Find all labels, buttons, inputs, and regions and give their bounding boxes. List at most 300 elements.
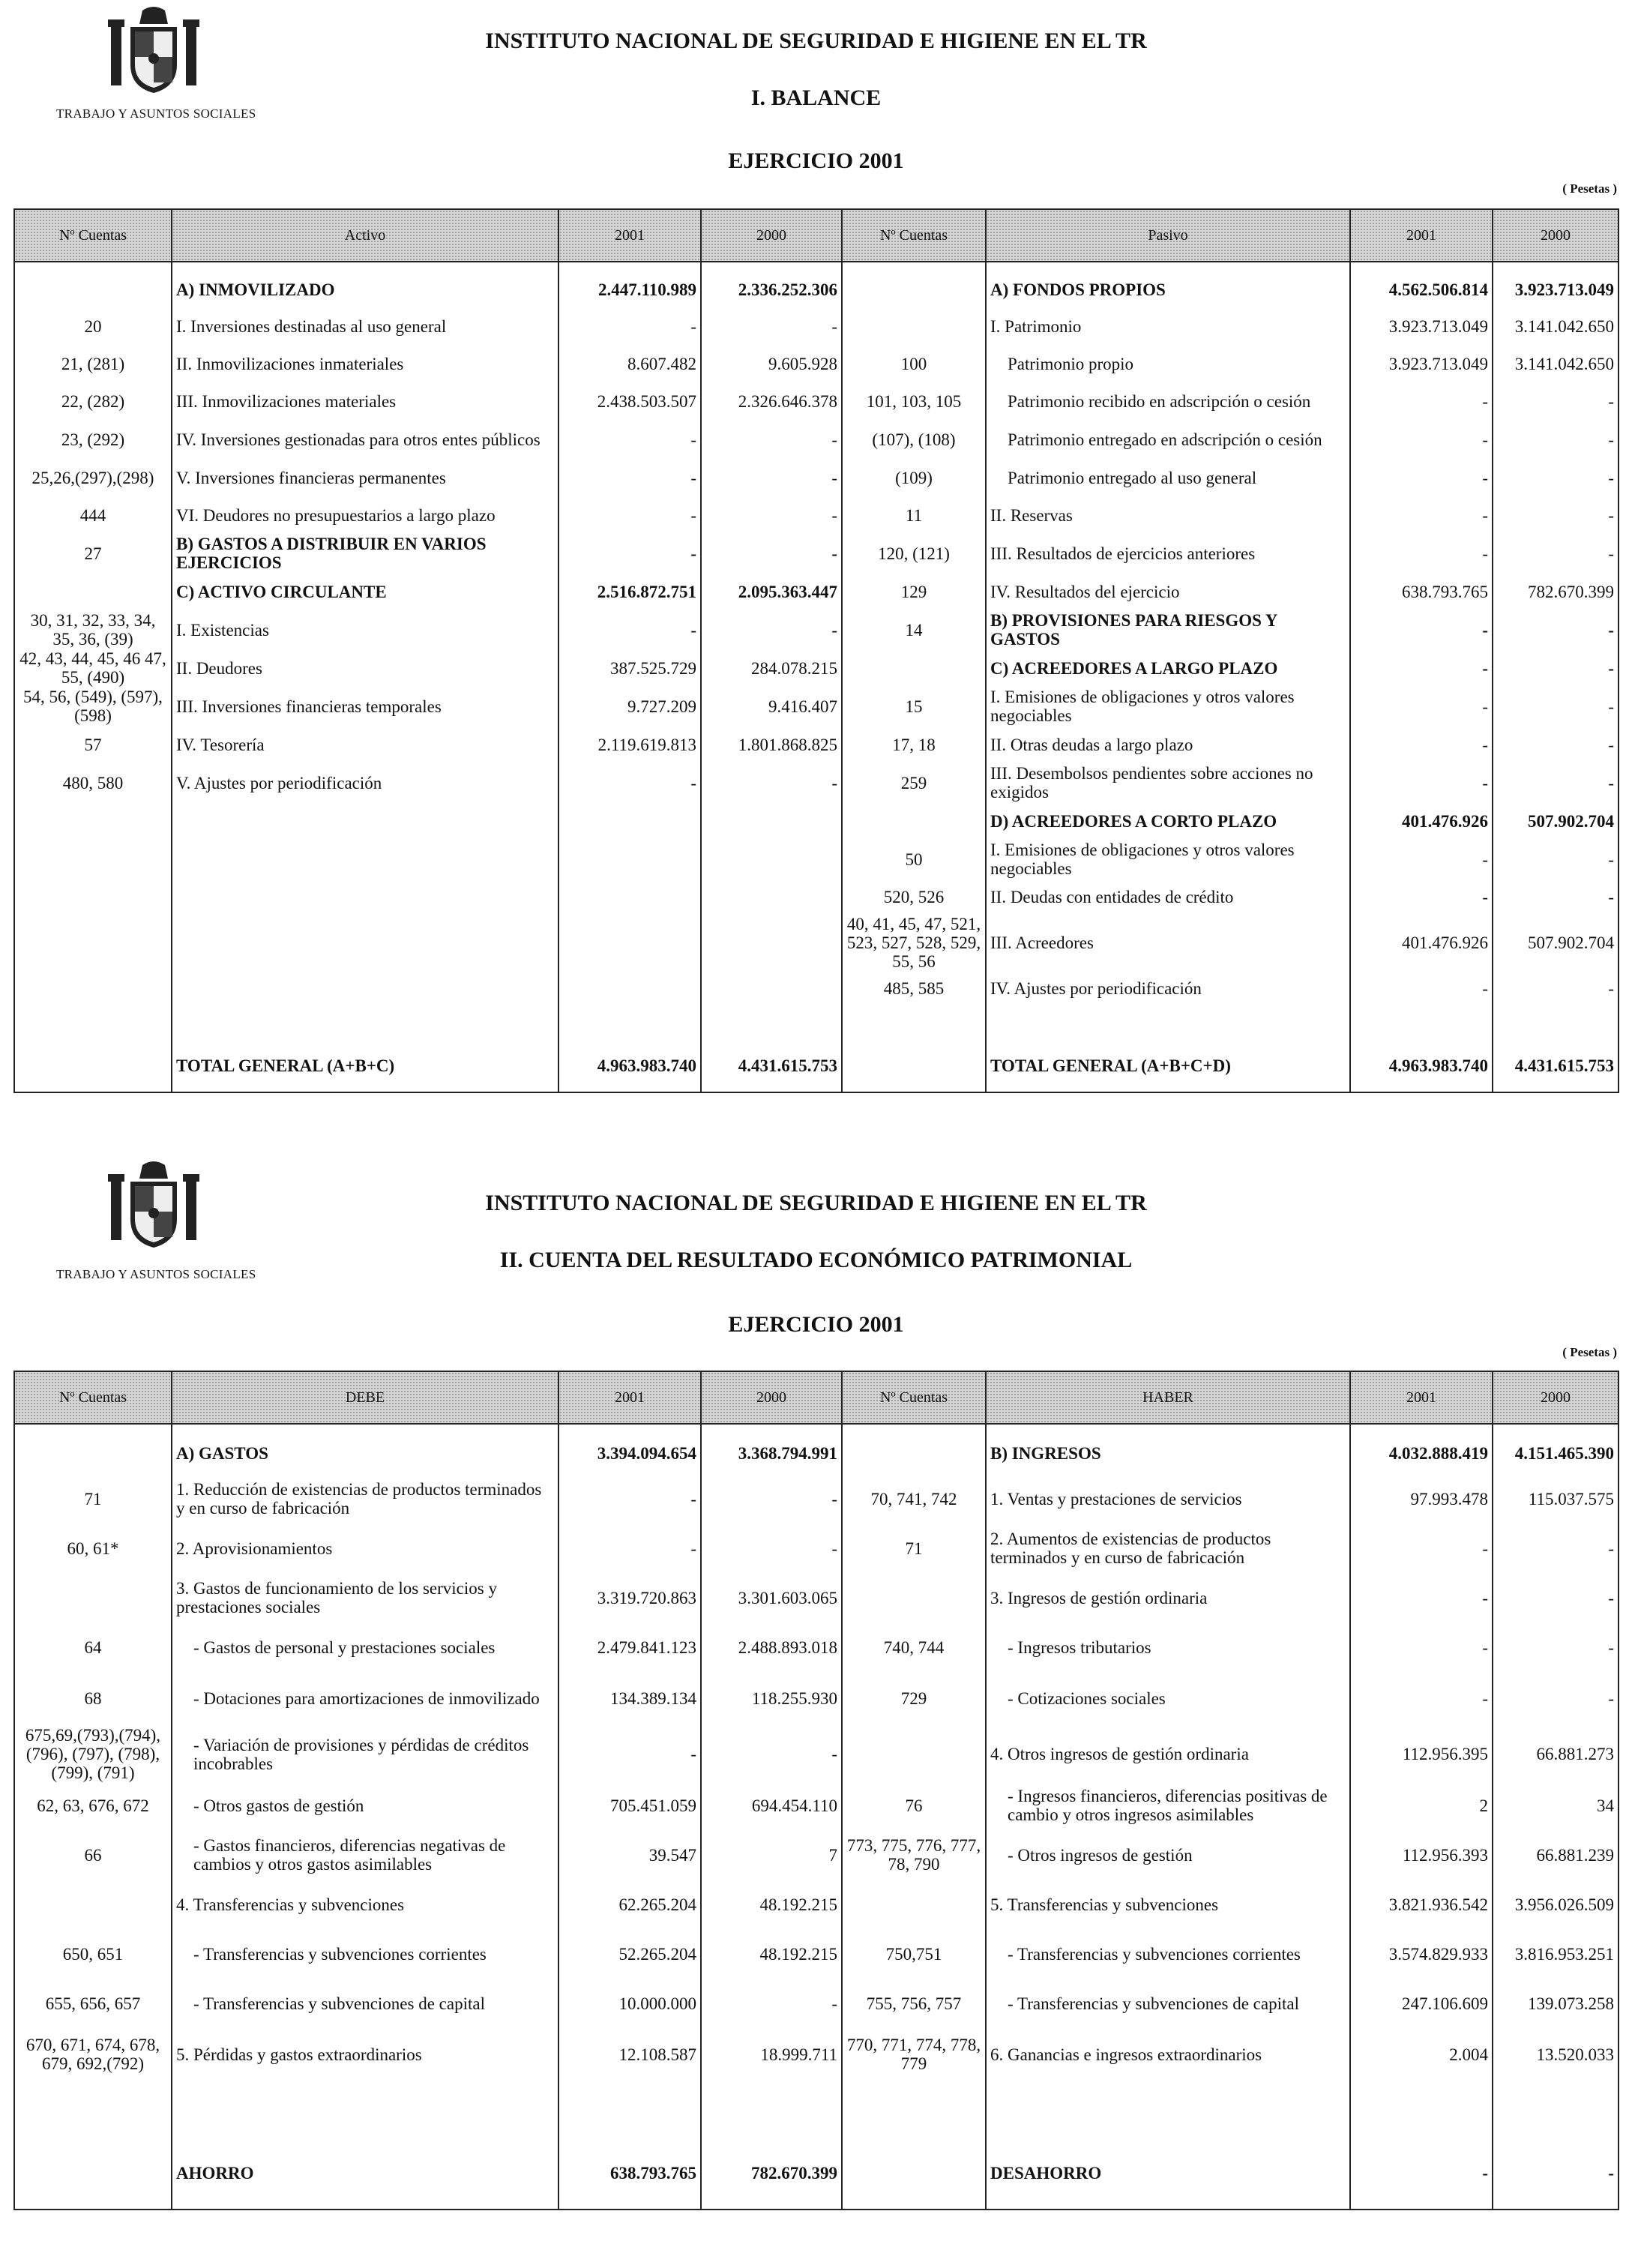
value-cell [701,879,842,915]
account-cell [14,1434,172,1473]
account-cell: 15 [842,687,986,726]
value-cell: 52.265.204 [558,1928,701,1980]
account-cell: 520, 526 [842,879,986,915]
concept-cell [172,2082,558,2138]
value-cell: 705.451.059 [558,1782,701,1829]
account-cell: 773, 775, 776, 777, 78, 790 [842,1829,986,1881]
currency-units: ( Pesetas ) [1562,181,1617,196]
concept-cell: III. Acreedores [986,915,1350,971]
concept-cell: III. Inversiones financieras temporales [172,687,558,726]
value-cell: - [558,420,701,459]
concept-cell: IV. Inversiones gestionadas para otros entes públicos [172,420,558,459]
column-header: 2001 [558,209,701,262]
table-row [14,534,1619,573]
concept-cell: - Transferencias y subvenciones corrientes [986,1928,1350,1980]
value-cell: - [1350,534,1493,573]
account-cell [14,573,172,610]
table-row [14,1980,1619,2027]
concept-cell: III. Desembolsos pendientes sobre acciones no exigidos [986,763,1350,802]
value-cell: 638.793.765 [558,2138,701,2210]
account-cell: 770, 771, 774, 778, 779 [842,2027,986,2082]
account-cell: (107), (108) [842,420,986,459]
value-cell [558,879,701,915]
value-cell: 3.923.713.049 [1350,345,1493,382]
table-row [14,307,1619,345]
concept-cell: Patrimonio propio [986,345,1350,382]
concept-cell: - Ingresos financieros, diferencias positivas de cambio y otros ingresos asimilables [986,1782,1350,1829]
value-cell: 3.821.936.542 [1350,1881,1493,1928]
value-cell: - [1493,840,1619,879]
value-cell: 12.108.587 [558,2027,701,2082]
exercise-label: EJERCICIO 2001 [728,148,904,173]
account-cell [842,802,986,840]
value-cell [701,1005,842,1040]
value-cell: 112.956.393 [1350,1829,1493,1881]
value-cell: 9.727.209 [558,687,701,726]
value-cell: - [1493,496,1619,534]
account-cell: 740, 744 [842,1624,986,1670]
account-cell: 100 [842,345,986,382]
concept-cell: Patrimonio recibido en adscripción o cesión [986,382,1350,420]
column-header: 2000 [701,1371,842,1424]
account-cell: 670, 671, 674, 678, 679, 692,(792) [14,2027,172,2082]
results-section [0,1155,1632,2268]
account-cell: 54, 56, (549), (597), (598) [14,687,172,726]
concept-cell: 3. Ingresos de gestión ordinaria [986,1571,1350,1624]
table-row [14,610,1619,649]
account-cell [842,1726,986,1782]
value-cell: 2.119.619.813 [558,726,701,763]
table-row [14,420,1619,459]
value-cell: - [1350,496,1493,534]
value-cell: 2.336.252.306 [701,271,842,307]
concept-cell: B) PROVISIONES PARA RIESGOS Y GASTOS [986,610,1350,649]
table-row [14,879,1619,915]
value-cell: - [1350,459,1493,496]
value-cell: - [1493,1670,1619,1726]
concept-cell: 2. Aumentos de existencias de productos terminados y en curso de fabricación [986,1525,1350,1571]
concept-cell: II. Inmovilizaciones inmateriales [172,345,558,382]
account-cell [14,971,172,1005]
value-cell: - [558,307,701,345]
column-header: Nº Cuentas [14,209,172,262]
column-header: 2000 [1493,209,1619,262]
value-cell [558,1005,701,1040]
concept-cell: - Otros ingresos de gestión [986,1829,1350,1881]
concept-cell: 1. Reducción de existencias de productos terminados y en curso de fabricación [172,1473,558,1525]
account-cell: 40, 41, 45, 47, 521, 523, 527, 528, 529, 55, 56 [842,915,986,971]
value-cell: - [1350,610,1493,649]
account-cell: 101, 103, 105 [842,382,986,420]
value-cell: 3.301.603.065 [701,1571,842,1624]
value-cell [558,915,701,971]
account-cell: 17, 18 [842,726,986,763]
concept-cell [172,802,558,840]
report-subtitle: II. CUENTA DEL RESULTADO ECONÓMICO PATRIMONIAL [499,1248,1133,1272]
value-cell: 401.476.926 [1350,915,1493,971]
concept-cell: - Transferencias y subvenciones de capital [172,1980,558,2027]
value-cell: 97.993.478 [1350,1473,1493,1525]
concept-cell: 4. Otros ingresos de gestión ordinaria [986,1726,1350,1782]
value-cell: - [1493,971,1619,1005]
concept-cell: IV. Resultados del ejercicio [986,573,1350,610]
table-row [14,840,1619,879]
value-cell: 10.000.000 [558,1980,701,2027]
value-cell [701,840,842,879]
value-cell: - [1350,971,1493,1005]
value-cell: - [558,1525,701,1571]
concept-cell: V. Ajustes por periodificación [172,763,558,802]
account-cell: 480, 580 [14,763,172,802]
value-cell: - [1493,879,1619,915]
value-cell: - [1350,687,1493,726]
value-cell: - [558,610,701,649]
value-cell: - [1493,610,1619,649]
concept-cell: A) INMOVILIZADO [172,271,558,307]
value-cell: - [1493,1571,1619,1624]
exercise-label: EJERCICIO 2001 [728,1312,904,1337]
account-cell: 750,751 [842,1928,986,1980]
table-row [14,1881,1619,1928]
account-cell: 57 [14,726,172,763]
account-cell: 71 [842,1525,986,1571]
value-cell: - [558,1473,701,1525]
table-row [14,1670,1619,1726]
table-row [14,2027,1619,2082]
value-cell: 284.078.215 [701,649,842,687]
value-cell: 3.141.042.650 [1493,307,1619,345]
account-cell: 22, (282) [14,382,172,420]
concept-cell: TOTAL GENERAL (A+B+C) [172,1040,558,1092]
value-cell: 3.923.713.049 [1493,271,1619,307]
value-cell: 4.963.983.740 [558,1040,701,1092]
account-cell [842,1005,986,1040]
value-cell [1350,2082,1493,2138]
table-row [14,573,1619,610]
table-row [14,687,1619,726]
value-cell: 387.525.729 [558,649,701,687]
account-cell [842,1434,986,1473]
value-cell: - [1493,1525,1619,1571]
account-cell [14,2138,172,2210]
concept-cell [172,915,558,971]
value-cell: - [1350,2138,1493,2210]
value-cell: 2.004 [1350,2027,1493,2082]
value-cell: - [1350,763,1493,802]
value-cell: 2.488.893.018 [701,1624,842,1670]
value-cell: - [701,496,842,534]
value-cell: 118.255.930 [701,1670,842,1726]
concept-cell: AHORRO [172,2138,558,2210]
value-cell: 782.670.399 [1493,573,1619,610]
account-cell: 655, 656, 657 [14,1980,172,2027]
account-cell: 62, 63, 676, 672 [14,1782,172,1829]
concept-cell: Patrimonio entregado al uso general [986,459,1350,496]
value-cell: 48.192.215 [701,1881,842,1928]
currency-units: ( Pesetas ) [1562,1345,1617,1359]
concept-cell: TOTAL GENERAL (A+B+C+D) [986,1040,1350,1092]
table-row [14,726,1619,763]
value-cell: - [1493,382,1619,420]
table-row [14,1928,1619,1980]
concept-cell: - Transferencias y subvenciones corrientes [172,1928,558,1980]
concept-cell: D) ACREEDORES A CORTO PLAZO [986,802,1350,840]
column-header: HABER [986,1371,1350,1424]
concept-cell [172,1005,558,1040]
concept-cell: - Gastos financieros, diferencias negativas de cambios y otros gastos asimilables [172,1829,558,1881]
concept-cell: - Variación de provisiones y pérdidas de créditos incobrables [172,1726,558,1782]
value-cell: - [701,459,842,496]
header-row [14,209,1619,262]
value-cell: 694.454.110 [701,1782,842,1829]
report-subtitle: I. BALANCE [750,85,882,110]
concept-cell [986,1005,1350,1040]
concept-cell: 4. Transferencias y subvenciones [172,1881,558,1928]
account-cell: 755, 756, 757 [842,1980,986,2027]
account-cell: 27 [14,534,172,573]
table-row [14,1624,1619,1670]
value-cell: 638.793.765 [1350,573,1493,610]
value-cell: - [701,1473,842,1525]
value-cell: 8.607.482 [558,345,701,382]
value-cell: 4.151.465.390 [1493,1434,1619,1473]
column-header: Nº Cuentas [842,1371,986,1424]
value-cell [701,802,842,840]
account-cell: 66 [14,1829,172,1881]
value-cell: 782.670.399 [701,2138,842,2210]
value-cell: 3.816.953.251 [1493,1928,1619,1980]
account-cell: 259 [842,763,986,802]
value-cell: 4.032.888.419 [1350,1434,1493,1473]
value-cell: 4.562.506.814 [1350,271,1493,307]
column-header: Activo [172,209,558,262]
value-cell: 247.106.609 [1350,1980,1493,2027]
account-cell: 25,26,(297),(298) [14,459,172,496]
value-cell [1350,1005,1493,1040]
table-row [14,271,1619,307]
value-cell: 2.438.503.507 [558,382,701,420]
column-header: 2000 [701,209,842,262]
account-cell [14,2082,172,2138]
value-cell: 48.192.215 [701,1928,842,1980]
column-header: 2001 [1350,1371,1493,1424]
value-cell: 1.801.868.825 [701,726,842,763]
account-cell [842,1571,986,1624]
table-row [14,915,1619,971]
value-cell: 9.605.928 [701,345,842,382]
concept-cell: IV. Tesorería [172,726,558,763]
value-cell: 4.431.615.753 [701,1040,842,1092]
column-header: 2001 [558,1371,701,1424]
value-cell: - [701,1726,842,1782]
account-cell [842,649,986,687]
value-cell: 7 [701,1829,842,1881]
concept-cell: I. Emisiones de obligaciones y otros valores negociables [986,687,1350,726]
account-cell [14,1571,172,1624]
concept-cell: IV. Ajustes por periodificación [986,971,1350,1005]
value-cell: 401.476.926 [1350,802,1493,840]
institution-title: INSTITUTO NACIONAL DE SEGURIDAD E HIGIENE EN EL TR [485,28,1147,53]
value-cell: 2.447.110.989 [558,271,701,307]
column-header: Pasivo [986,209,1350,262]
value-cell: - [701,763,842,802]
concept-cell: - Otros gastos de gestión [172,1782,558,1829]
table-row [14,459,1619,496]
value-cell: 3.956.026.509 [1493,1881,1619,1928]
account-cell [842,271,986,307]
account-cell: 650, 651 [14,1928,172,1980]
value-cell: - [1493,2138,1619,2210]
value-cell: 2.326.646.378 [701,382,842,420]
account-cell: 50 [842,840,986,879]
value-cell: - [558,1726,701,1782]
column-header: 2001 [1350,209,1493,262]
value-cell: - [701,534,842,573]
concept-cell: A) GASTOS [172,1434,558,1473]
concept-cell: - Cotizaciones sociales [986,1670,1350,1726]
column-header: Nº Cuentas [842,209,986,262]
value-cell [558,2082,701,2138]
account-cell [842,2082,986,2138]
concept-cell: A) FONDOS PROPIOS [986,271,1350,307]
concept-cell: - Gastos de personal y prestaciones sociales [172,1624,558,1670]
value-cell: - [701,610,842,649]
account-cell: 14 [842,610,986,649]
account-cell: 20 [14,307,172,345]
balance-section [0,0,1632,1102]
value-cell: - [1350,649,1493,687]
concept-cell: II. Deudas con entidades de crédito [986,879,1350,915]
value-cell: - [1350,1525,1493,1571]
column-header: DEBE [172,1371,558,1424]
table-row [14,1782,1619,1829]
value-cell: - [701,307,842,345]
value-cell: - [1350,420,1493,459]
account-cell [14,1005,172,1040]
account-cell: 21, (281) [14,345,172,382]
value-cell: - [1350,1624,1493,1670]
account-cell: 70, 741, 742 [842,1473,986,1525]
value-cell: - [701,1525,842,1571]
value-cell [701,915,842,971]
value-cell: - [1493,1624,1619,1670]
account-cell [14,1040,172,1092]
header-row [14,1371,1619,1424]
value-cell: 3.394.094.654 [558,1434,701,1473]
concept-cell: - Ingresos tributarios [986,1624,1350,1670]
concept-cell: 3. Gastos de funcionamiento de los servicios y prestaciones sociales [172,1571,558,1624]
account-cell: 23, (292) [14,420,172,459]
concept-cell: I. Emisiones de obligaciones y otros valores negociables [986,840,1350,879]
account-cell [14,879,172,915]
account-cell: 120, (121) [842,534,986,573]
account-cell: 444 [14,496,172,534]
results-table [13,1371,1619,2210]
value-cell: 4.431.615.753 [1493,1040,1619,1092]
account-cell: 42, 43, 44, 45, 46 47, 55, (490) [14,649,172,687]
value-cell: - [1493,420,1619,459]
value-cell: 2 [1350,1782,1493,1829]
table-row [14,382,1619,420]
account-cell: 485, 585 [842,971,986,1005]
value-cell: 3.319.720.863 [558,1571,701,1624]
value-cell [558,802,701,840]
concept-cell: C) ACTIVO CIRCULANTE [172,573,558,610]
table-row [14,971,1619,1005]
concept-cell [172,879,558,915]
concept-cell: 1. Ventas y prestaciones de servicios [986,1473,1350,1525]
table-row [14,1726,1619,1782]
value-cell: 134.389.134 [558,1670,701,1726]
value-cell: 507.902.704 [1493,802,1619,840]
concept-cell: DESAHORRO [986,2138,1350,2210]
account-cell: 129 [842,573,986,610]
value-cell: 34 [1493,1782,1619,1829]
concept-cell: Patrimonio entregado en adscripción o cesión [986,420,1350,459]
concept-cell: VI. Deudores no presupuestarios a largo plazo [172,496,558,534]
value-cell: - [1493,687,1619,726]
account-cell [842,1040,986,1092]
concept-cell: 5. Transferencias y subvenciones [986,1881,1350,1928]
value-cell: - [1493,534,1619,573]
concept-cell: 5. Pérdidas y gastos extraordinarios [172,2027,558,2082]
column-header: Nº Cuentas [14,1371,172,1424]
table-row [14,1525,1619,1571]
value-cell [701,2082,842,2138]
concept-cell [172,840,558,879]
account-cell [14,1881,172,1928]
account-cell: 30, 31, 32, 33, 34, 35, 36, (39) [14,610,172,649]
balance-table [13,208,1619,1093]
value-cell: - [1493,459,1619,496]
value-cell: - [558,459,701,496]
value-cell: - [1493,763,1619,802]
concept-cell: - Dotaciones para amortizaciones de inmovilizado [172,1670,558,1726]
value-cell [1493,1005,1619,1040]
table-row [14,649,1619,687]
account-cell: 64 [14,1624,172,1670]
value-cell: 3.574.829.933 [1350,1928,1493,1980]
value-cell: 112.956.395 [1350,1726,1493,1782]
concept-cell: 6. Ganancias e ingresos extraordinarios [986,2027,1350,2082]
table-row [14,1473,1619,1525]
value-cell: 2.095.363.447 [701,573,842,610]
value-cell: 2.479.841.123 [558,1624,701,1670]
value-cell: - [1493,726,1619,763]
table-row [14,802,1619,840]
table-row [14,1829,1619,1881]
value-cell: 13.520.033 [1493,2027,1619,2082]
value-cell: - [1350,726,1493,763]
value-cell: - [1350,1571,1493,1624]
concept-cell: I. Existencias [172,610,558,649]
institution-title: INSTITUTO NACIONAL DE SEGURIDAD E HIGIENE EN EL TR [485,1191,1147,1215]
value-cell: 18.999.711 [701,2027,842,2082]
concept-cell: III. Inmovilizaciones materiales [172,382,558,420]
value-cell: 62.265.204 [558,1881,701,1928]
concept-cell: C) ACREEDORES A LARGO PLAZO [986,649,1350,687]
concept-cell [986,2082,1350,2138]
value-cell [558,971,701,1005]
account-cell: 675,69,(793),(794), (796), (797), (798), (799), (791) [14,1726,172,1782]
value-cell [1493,2082,1619,2138]
table-row [14,1571,1619,1624]
table-row [14,345,1619,382]
value-cell [701,971,842,1005]
ministry-label: TRABAJO Y ASUNTOS SOCIALES [56,1267,256,1281]
concept-cell: II. Otras deudas a largo plazo [986,726,1350,763]
table-row [14,1434,1619,1473]
